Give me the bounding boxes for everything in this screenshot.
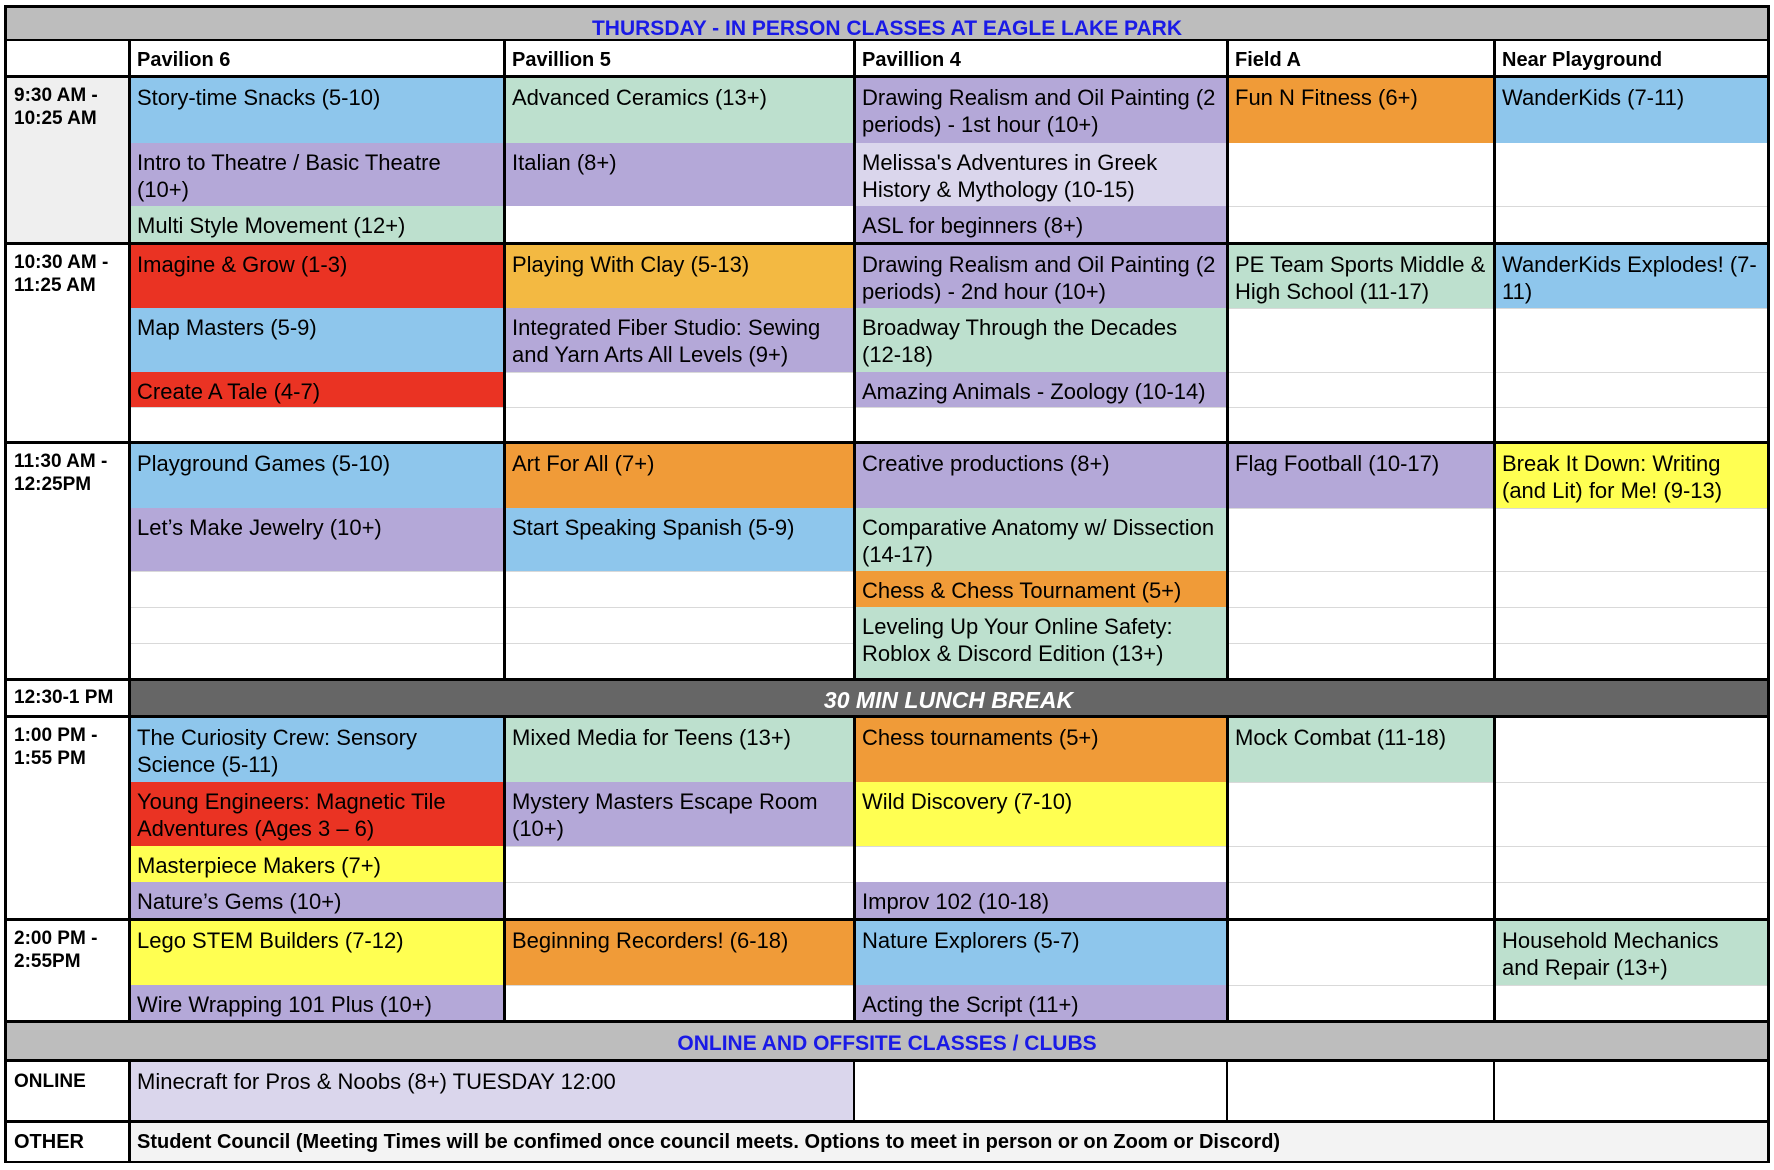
column-header-field-a[interactable]: Field A	[1227, 41, 1494, 75]
lunch-break-banner: 30 MIN LUNCH BREAK	[129, 680, 1768, 715]
class-cell[interactable]: Let’s Make Jewelry (10+)	[129, 508, 504, 571]
grid-line	[1227, 206, 1768, 207]
border-line	[853, 1059, 855, 1120]
border-line	[4, 242, 1770, 245]
grid-line	[129, 643, 854, 644]
border-line	[1226, 1059, 1228, 1120]
class-cell[interactable]: Intro to Theatre / Basic Theatre (10+)	[129, 143, 504, 206]
column-header-pavilion-4[interactable]: Pavillion 4	[854, 41, 1227, 75]
time-slot-lunch[interactable]: 12:30-1 PM	[6, 680, 129, 715]
class-cell[interactable]: Chess tournaments (5+)	[854, 718, 1227, 782]
grid-line	[1227, 372, 1768, 373]
class-cell[interactable]: Creative productions (8+)	[854, 444, 1227, 508]
time-slot-3[interactable]: 11:30 AM - 12:25PM	[6, 444, 129, 678]
class-cell[interactable]: Wild Discovery (7-10)	[854, 782, 1227, 846]
class-cell[interactable]: Art For All (7+)	[504, 444, 854, 508]
grid-line	[129, 607, 854, 608]
class-cell[interactable]: Melissa's Adventures in Greek History & Mythology (10-15)	[854, 143, 1227, 206]
border-line	[4, 918, 1770, 921]
border-line	[4, 1020, 1770, 1023]
class-cell[interactable]: Mixed Media for Teens (13+)	[504, 718, 854, 782]
column-header-pavilion-5[interactable]: Pavillion 5	[504, 41, 854, 75]
class-cell[interactable]: Story-time Snacks (5-10)	[129, 78, 504, 143]
grid-line	[504, 846, 1768, 847]
class-cell[interactable]: Flag Football (10-17)	[1227, 444, 1494, 508]
grid-line	[1227, 782, 1768, 783]
border-line	[128, 39, 131, 1020]
class-cell[interactable]: Young Engineers: Magnetic Tile Adventures (Ages 3 – 6)	[129, 782, 504, 846]
time-slot-5[interactable]: 1:00 PM - 1:55 PM	[6, 718, 129, 918]
border-line	[1226, 715, 1229, 1020]
class-cell[interactable]: Nature’s Gems (10+)	[129, 882, 504, 918]
online-row-label[interactable]: ONLINE	[6, 1062, 129, 1120]
border-line	[853, 715, 856, 1020]
border-line	[1226, 39, 1229, 680]
grid-line	[1227, 882, 1768, 883]
time-slot-1[interactable]: 9:30 AM - 10:25 AM	[6, 78, 129, 242]
class-cell[interactable]: Lego STEM Builders (7-12)	[129, 921, 504, 985]
border-line	[1493, 715, 1496, 1020]
border-line	[4, 715, 1770, 718]
border-line	[1493, 1059, 1495, 1120]
grid-line	[504, 985, 854, 986]
grid-line	[1227, 508, 1768, 509]
grid-line	[1227, 607, 1768, 608]
schedule-title: THURSDAY - IN PERSON CLASSES AT EAGLE LAKE PARK	[6, 8, 1768, 39]
class-cell[interactable]: Comparative Anatomy w/ Dissection (14-17)	[854, 508, 1227, 571]
grid-line	[504, 372, 854, 373]
class-cell[interactable]: Fun N Fitness (6+)	[1227, 78, 1494, 143]
class-cell[interactable]: Amazing Animals - Zoology (10-14)	[854, 372, 1227, 407]
time-slot-6[interactable]: 2:00 PM - 2:55PM	[6, 921, 129, 1020]
class-cell[interactable]: PE Team Sports Middle & High School (11-17)	[1227, 245, 1494, 308]
class-cell[interactable]: Beginning Recorders! (6-18)	[504, 921, 854, 985]
class-cell[interactable]: Advanced Ceramics (13+)	[504, 78, 854, 143]
time-slot-2[interactable]: 10:30 AM - 11:25 AM	[6, 245, 129, 441]
class-cell[interactable]: The Curiosity Crew: Sensory Science (5-11)	[129, 718, 504, 782]
border-line	[4, 1120, 1770, 1123]
border-line	[128, 1059, 131, 1163]
grid-line	[1227, 985, 1768, 986]
class-cell[interactable]: Nature Explorers (5-7)	[854, 921, 1227, 985]
online-offsite-title: ONLINE AND OFFSITE CLASSES / CLUBS	[6, 1023, 1768, 1059]
border-line	[503, 39, 506, 680]
class-cell[interactable]: ASL for beginners (8+)	[854, 206, 1227, 242]
class-cell[interactable]: Chess & Chess Tournament (5+)	[854, 571, 1227, 607]
grid-line	[1227, 571, 1768, 572]
class-cell[interactable]: WanderKids Explodes! (7-11)	[1494, 245, 1768, 308]
class-cell[interactable]: Improv 102 (10-18)	[854, 882, 1227, 918]
grid-line	[1227, 308, 1768, 309]
grid-line	[1227, 643, 1768, 644]
class-cell[interactable]: Playground Games (5-10)	[129, 444, 504, 508]
class-cell[interactable]: Broadway Through the Decades (12-18)	[854, 308, 1227, 372]
class-cell[interactable]: Multi Style Movement (12+)	[129, 206, 504, 242]
class-cell[interactable]: Drawing Realism and Oil Painting (2 periods) - 1st hour (10+)	[854, 78, 1227, 143]
class-cell[interactable]: Acting the Script (11+)	[854, 985, 1227, 1020]
border-line	[4, 5, 1770, 8]
grid-line	[504, 882, 854, 883]
border-line	[4, 1161, 1770, 1163]
column-header-pavilion-6[interactable]: Pavilion 6	[129, 41, 504, 75]
border-line	[503, 715, 506, 1020]
border-line	[4, 75, 1770, 78]
grid-line	[129, 407, 1768, 408]
class-cell[interactable]: Italian (8+)	[504, 143, 854, 206]
border-line	[4, 678, 1770, 681]
class-cell[interactable]: Start Speaking Spanish (5-9)	[504, 508, 854, 571]
border-line	[1767, 5, 1770, 1163]
class-cell[interactable]: Wire Wrapping 101 Plus (10+)	[129, 985, 504, 1020]
class-cell[interactable]: Drawing Realism and Oil Painting (2 periods) - 2nd hour (10+)	[854, 245, 1227, 308]
border-line	[4, 5, 7, 1163]
border-line	[853, 39, 856, 680]
border-line	[1493, 39, 1496, 680]
class-cell[interactable]: Playing With Clay (5-13)	[504, 245, 854, 308]
border-line	[4, 39, 1770, 41]
class-cell[interactable]: Leveling Up Your Online Safety: Roblox & Discord Edition (13+)	[854, 607, 1227, 678]
other-row-label[interactable]: OTHER	[6, 1123, 129, 1161]
class-cell[interactable]: Household Mechanics and Repair (13+)	[1494, 921, 1768, 985]
online-class-cell[interactable]: Minecraft for Pros & Noobs (8+) TUESDAY 12:00	[129, 1062, 854, 1120]
border-line	[4, 1059, 1770, 1062]
header-blank[interactable]	[6, 41, 129, 75]
class-cell[interactable]: WanderKids (7-11)	[1494, 78, 1768, 143]
class-cell[interactable]: Mock Combat (11-18)	[1227, 718, 1494, 782]
class-cell[interactable]: Mystery Masters Escape Room (10+)	[504, 782, 854, 846]
class-cell[interactable]: Integrated Fiber Studio: Sewing and Yarn Arts All Levels (9+)	[504, 308, 854, 372]
class-cell[interactable]: Create A Tale (4-7)	[129, 372, 504, 407]
class-cell[interactable]: Imagine & Grow (1-3)	[129, 245, 504, 308]
column-header-near-playground[interactable]: Near Playground	[1494, 41, 1768, 75]
class-cell[interactable]: Map Masters (5-9)	[129, 308, 504, 372]
other-item-cell[interactable]: Student Council (Meeting Times will be confimed once council meets. Options to meet in person or on Zoom or Discord)	[129, 1123, 1768, 1161]
grid-line	[129, 571, 854, 572]
border-line	[4, 441, 1770, 444]
class-cell[interactable]: Masterpiece Makers (7+)	[129, 846, 504, 882]
class-cell[interactable]: Break It Down: Writing (and Lit) for Me! (9-13)	[1494, 444, 1768, 508]
